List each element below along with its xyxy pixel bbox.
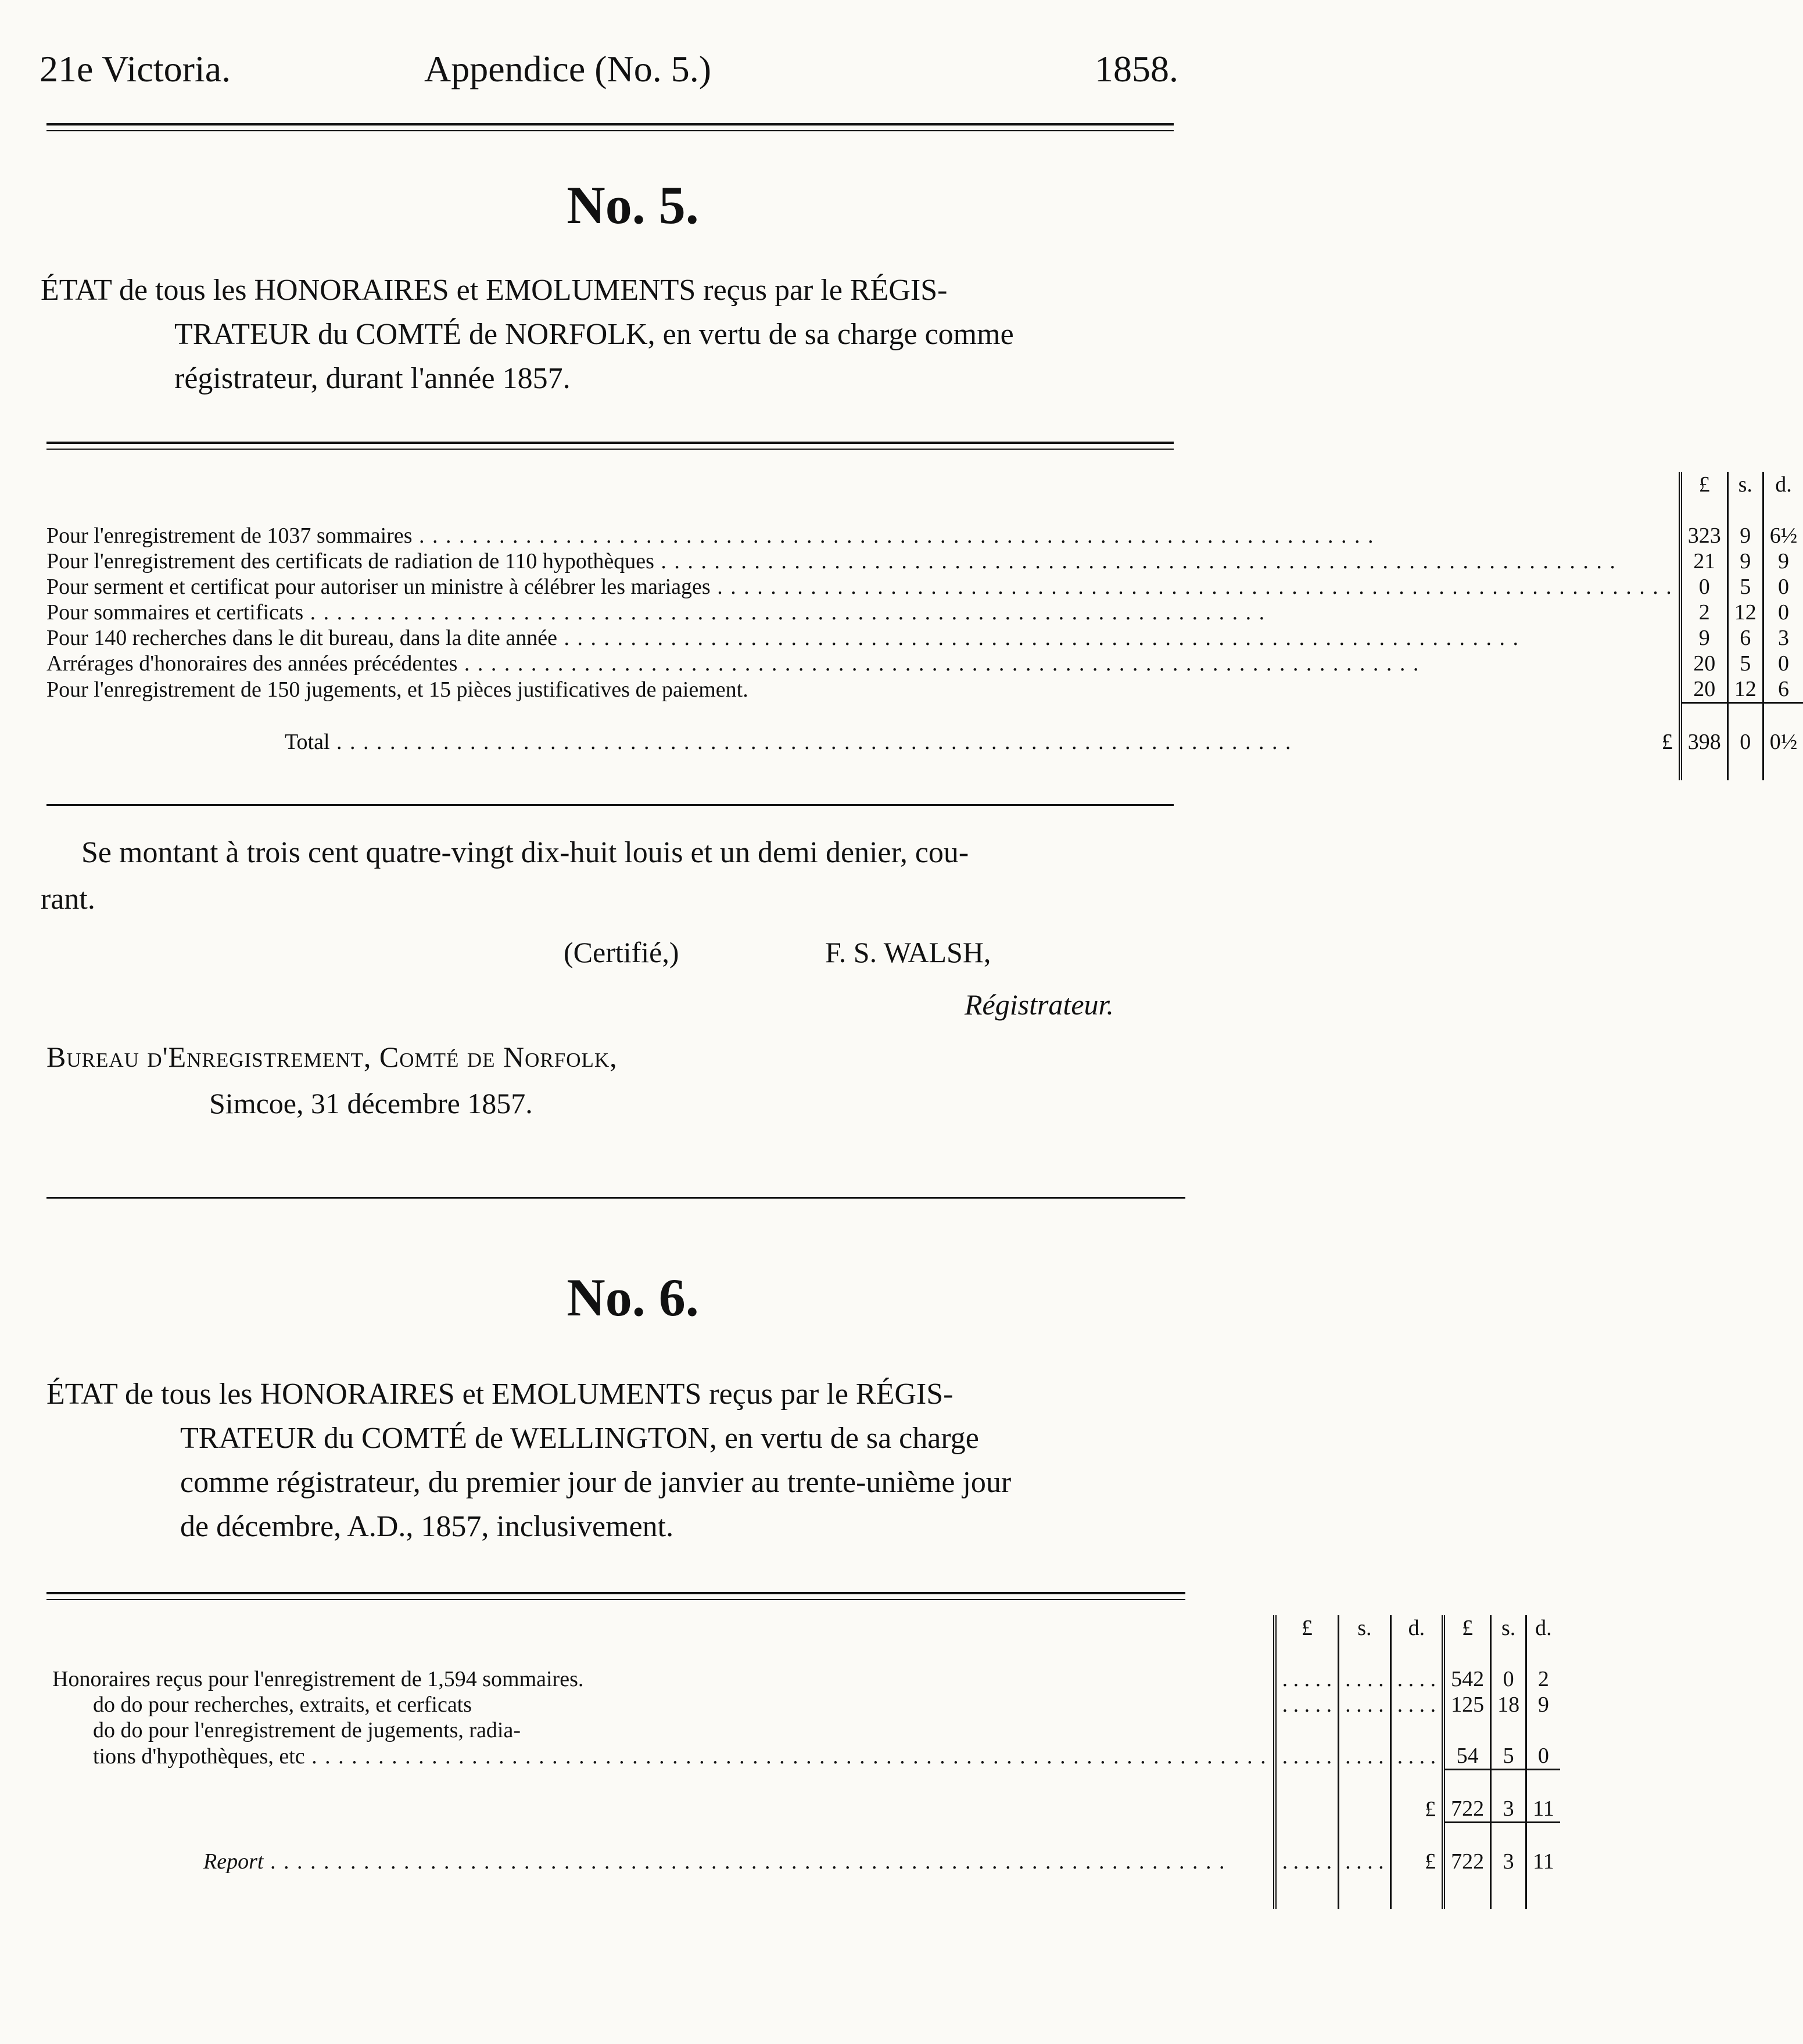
- no6-fees-table: [46, 1615, 1560, 1909]
- no5-col-pound: £: [1680, 472, 1728, 497]
- no5-total-pence: 0½: [1763, 729, 1803, 755]
- table-row: Honoraires reçus pour l'enregistrement de 1,594 sommaires. . . . . . . . . . . . . . 542 0 2: [46, 1666, 1560, 1692]
- no5-row4-desc: Pour sommaires et certificats: [46, 600, 304, 625]
- no6-intro-line1: ÉTAT de tous les HONORAIRES et EMOLUMENTS reçus par le RÉGIS-: [46, 1378, 954, 1411]
- no6-row2-desc: do do pour recherches, extraits, et cerficats: [93, 1692, 472, 1717]
- no6-row4-desc: tions d'hypothèques, etc: [93, 1744, 305, 1769]
- no6-sum-shillings: 3: [1491, 1796, 1526, 1823]
- no5-row5-pence: 3: [1763, 625, 1803, 651]
- no6-intro-line3: comme régistrateur, du premier jour de janvier au trente-unième jour: [180, 1466, 1012, 1499]
- no6-sum-pounds: 722: [1443, 1796, 1491, 1823]
- no5-row3-desc: Pour serment et certificat pour autoriser un ministre à célébrer les mariages: [46, 575, 711, 599]
- no6-intro-line4: de décembre, A.D., 1857, inclusivement.: [180, 1510, 674, 1543]
- no6-table-rule-top: [46, 1592, 1185, 1594]
- no5-table-rule-bottom: [46, 804, 1174, 806]
- no5-row5-shillings: 6: [1727, 625, 1763, 651]
- no5-col-shillings: s.: [1727, 472, 1763, 497]
- table-row: [41, 651, 1803, 676]
- no6-col-pence: d.: [1526, 1615, 1560, 1641]
- no5-row1-pounds: 323: [1680, 523, 1728, 548]
- no5-row7-shillings: 12: [1727, 676, 1763, 703]
- table-row: [41, 676, 1803, 703]
- no5-row1-pence: 6½: [1763, 523, 1803, 548]
- no6-col-pound: £: [1443, 1615, 1491, 1641]
- no6-report-pence: 11: [1526, 1849, 1560, 1874]
- no5-amount-line1: Se montant à trois cent quatre-vingt dix-huit louis et un demi denier, cou-: [81, 836, 969, 869]
- no5-signer: F. S. WALSH,: [825, 936, 991, 969]
- no5-row7-pounds: 20: [1680, 676, 1728, 703]
- no5-row3-shillings: 5: [1727, 574, 1763, 600]
- no6-title: No. 6.: [567, 1268, 699, 1327]
- no5-col-pence: d.: [1763, 472, 1803, 497]
- no6-row3-desc: do do pour l'enregistrement de jugements, radia-: [93, 1718, 521, 1742]
- no6-row1-desc: Honoraires reçus pour l'enregistrement de 1,594 sommaires.: [52, 1667, 584, 1691]
- no6-col-shillings-inner: s.: [1339, 1615, 1391, 1641]
- no5-row6-pence: 0: [1763, 651, 1803, 676]
- no5-row7-pence: 6: [1763, 676, 1803, 703]
- no5-row1-desc: Pour l'enregistrement de 1037 sommaires: [46, 523, 413, 548]
- no5-office: Bureau d'Enregistrement, Comté de Norfolk,: [46, 1041, 618, 1073]
- no6-row1-pence: 2: [1526, 1666, 1560, 1692]
- no5-header-row: [41, 472, 1803, 497]
- no5-title: No. 5.: [567, 175, 699, 235]
- no6-report-pounds: 722: [1443, 1849, 1491, 1874]
- table-row: [41, 600, 1803, 625]
- no5-intro-line1: ÉTAT de tous les HONORAIRES et EMOLUMENTS reçus par le RÉGIS-: [41, 274, 948, 307]
- table-row: [41, 523, 1803, 548]
- no5-total-row: [41, 729, 1803, 755]
- no6-row2-shillings: 18: [1491, 1692, 1526, 1717]
- no6-row2-pence: 9: [1526, 1692, 1560, 1717]
- no5-amount-line2: rant.: [41, 883, 95, 916]
- no6-intro: [46, 1372, 1232, 1549]
- no6-header-row: [46, 1615, 1560, 1641]
- no5-total-pounds: 398: [1680, 729, 1728, 755]
- no5-row5-pounds: 9: [1680, 625, 1728, 651]
- no5-row4-pence: 0: [1763, 600, 1803, 625]
- table-row: [41, 548, 1803, 574]
- no6-row4-shillings: 5: [1491, 1743, 1526, 1770]
- no5-total-shillings: 0: [1727, 729, 1763, 755]
- header-appendix: Appendice (No. 5.): [424, 48, 712, 89]
- no6-sum-row: [46, 1796, 1560, 1823]
- no5-row6-pounds: 20: [1680, 651, 1728, 676]
- no6-col-pence-inner: d.: [1390, 1615, 1443, 1641]
- no5-row2-shillings: 9: [1727, 548, 1763, 574]
- no5-intro-line2: TRATEUR du COMTÉ de NORFOLK, en vertu de sa charge comme: [174, 318, 1014, 351]
- no5-certified: (Certifié,): [564, 936, 679, 969]
- header-rule-top: [46, 123, 1174, 125]
- no6-row2-pounds: 125: [1443, 1692, 1491, 1717]
- no5-row2-desc: Pour l'enregistrement des certificats de radiation de 110 hypothèques: [46, 549, 654, 573]
- no5-row4-pounds: 2: [1680, 600, 1728, 625]
- no6-sum-pence: 11: [1526, 1796, 1560, 1823]
- no6-intro-line2: TRATEUR du COMTÉ de WELLINGTON, en vertu de sa charge: [180, 1422, 979, 1455]
- table-row: tions d'hypothèques, etc . . . . . . . . . . . . . . . . 54 5 0: [46, 1743, 1560, 1770]
- no5-total-unit: £: [1658, 729, 1673, 755]
- table-row: [46, 1717, 1560, 1743]
- no5-intro-line3: régistrateur, durant l'année 1857.: [174, 362, 571, 395]
- no5-row7-desc: Pour l'enregistrement de 150 jugements, et 15 pièces justificatives de paiement.: [46, 677, 748, 702]
- no6-report-row: Report . . . . . . . . . . . . £ 722 3 11: [46, 1849, 1560, 1874]
- no5-table-rule-top: [46, 442, 1174, 444]
- no5-table-rule-second: [46, 449, 1174, 450]
- no6-report-label: Report: [203, 1849, 264, 1874]
- no5-row6-shillings: 5: [1727, 651, 1763, 676]
- header-year: 1858.: [1095, 48, 1178, 89]
- no5-fees-table: [41, 472, 1803, 780]
- no5-intro: [41, 268, 1226, 401]
- no5-place-date: Simcoe, 31 décembre 1857.: [209, 1087, 533, 1120]
- no6-table-rule-second: [46, 1599, 1185, 1600]
- no6-sum-unit: £: [1390, 1796, 1443, 1823]
- table-row: [41, 574, 1803, 600]
- no6-row4-pounds: 54: [1443, 1743, 1491, 1770]
- no5-signer-title: Régistrateur.: [965, 988, 1114, 1021]
- no6-row1-pounds: 542: [1443, 1666, 1491, 1692]
- header-rule-bottom: [46, 130, 1174, 131]
- no5-total-label: Total: [285, 730, 330, 754]
- no6-col-pound-inner: £: [1275, 1615, 1339, 1641]
- table-row: do do pour recherches, extraits, et cerficats . . . . . . . . . . . . . 125 18 9: [46, 1692, 1560, 1717]
- table-row: [41, 625, 1803, 651]
- no5-row3-pence: 0: [1763, 574, 1803, 600]
- no6-row1-shillings: 0: [1491, 1666, 1526, 1692]
- no6-report-shillings: 3: [1491, 1849, 1526, 1874]
- section-divider: [46, 1197, 1185, 1199]
- no5-row4-shillings: 12: [1727, 600, 1763, 625]
- no5-row5-desc: Pour 140 recherches dans le dit bureau, dans la dite année: [46, 626, 557, 650]
- no5-row6-desc: Arrérages d'honoraires des années précédentes: [46, 651, 458, 676]
- no6-report-unit: £: [1390, 1849, 1443, 1874]
- no5-row1-shillings: 9: [1727, 523, 1763, 548]
- no5-row3-pounds: 0: [1680, 574, 1728, 600]
- no6-col-shillings: s.: [1491, 1615, 1526, 1641]
- no6-row4-pence: 0: [1526, 1743, 1560, 1770]
- no5-row2-pounds: 21: [1680, 548, 1728, 574]
- header-session: 21e Victoria.: [40, 48, 231, 89]
- no5-row2-pence: 9: [1763, 548, 1803, 574]
